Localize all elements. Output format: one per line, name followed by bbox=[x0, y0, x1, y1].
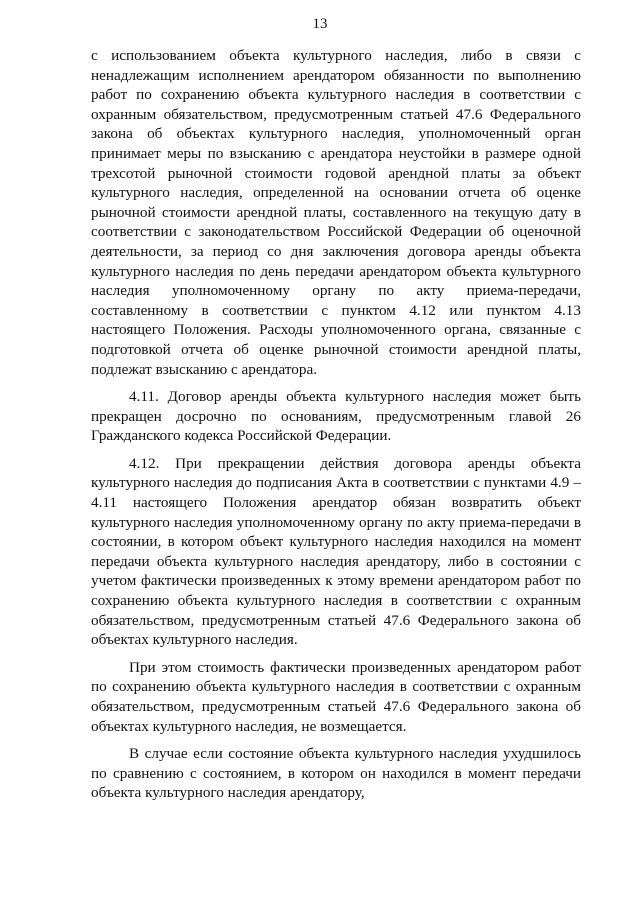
paragraph-4-11: 4.11. Договор аренды объекта культурного наследия может быть прекращен досрочно по основаниям, предусмотренным главой 26 Гражданского кодекса Российской Федерации. bbox=[91, 388, 581, 445]
paragraph-compensation: При этом стоимость фактически произведенных арендатором работ по сохранению объекта культурного наследия в соответствии с охранным обязательством, предусмотренным статьей 47.6 Федерального закона об объектах культурного наследия, не возмещается. bbox=[91, 658, 581, 735]
paragraph-deterioration: В случае если состояние объекта культурного наследия ухудшилось по сравнению с состоянием, в котором он находился в момент передачи объекта культурного наследия арендатору, bbox=[91, 745, 581, 802]
paragraph-continuation: с использованием объекта культурного наследия, либо в связи с ненадлежащим исполнением арендатором обязанности по выполнению работ по сохранению объекта культурного наследия в соответствии с охранным обязательством, предусмотренным статьей 47.6 Федерального закона об объектах культурного наследия, уполномоченный орган принимает меры по взысканию с арендатора неустойки в размере одной трехсотой рыночной стоимости годовой арендной платы за объект культурного наследия, определенной на основании отчета об оценке рыночной стоимости арендной платы, составленного на текущую дату в соответствии с законодательством Российской Федерации об оценочной деятельности, за период со дня заключения договора аренды объекта культурного наследия по день передачи арендатором объекта культурного наследия уполномоченному органу по акту приема-передачи, составленному в соответствии с пунктом 4.12 или пунктом 4.13 настоящего Положения. Расходы уполномоченного органа, связанные с подготовкой отчета об оценке рыночной стоимости арендной платы, подлежат взысканию с арендатора. bbox=[91, 47, 581, 378]
paragraph-4-12: 4.12. При прекращении действия договора аренды объекта культурного наследия до подписания Акта в соответствии с пунктами 4.9 – 4.11 настоящего Положения арендатор обязан возвратить объект культурного наследия уполномоченному органу по акту приема-передачи в состоянии, в котором объект культурного наследия находился на момент передачи объекта культурного наследия арендатору, либо в состоянии с учетом фактически произведенных к этому времени арендатором работ по сохранению объекта культурного наследия в соответствии с охранным обязательством, предусмотренным статьей 47.6 Федерального закона об объектах культурного наследия. bbox=[91, 454, 581, 649]
page-number: 13 bbox=[312, 16, 328, 32]
document-body bbox=[91, 46, 581, 803]
